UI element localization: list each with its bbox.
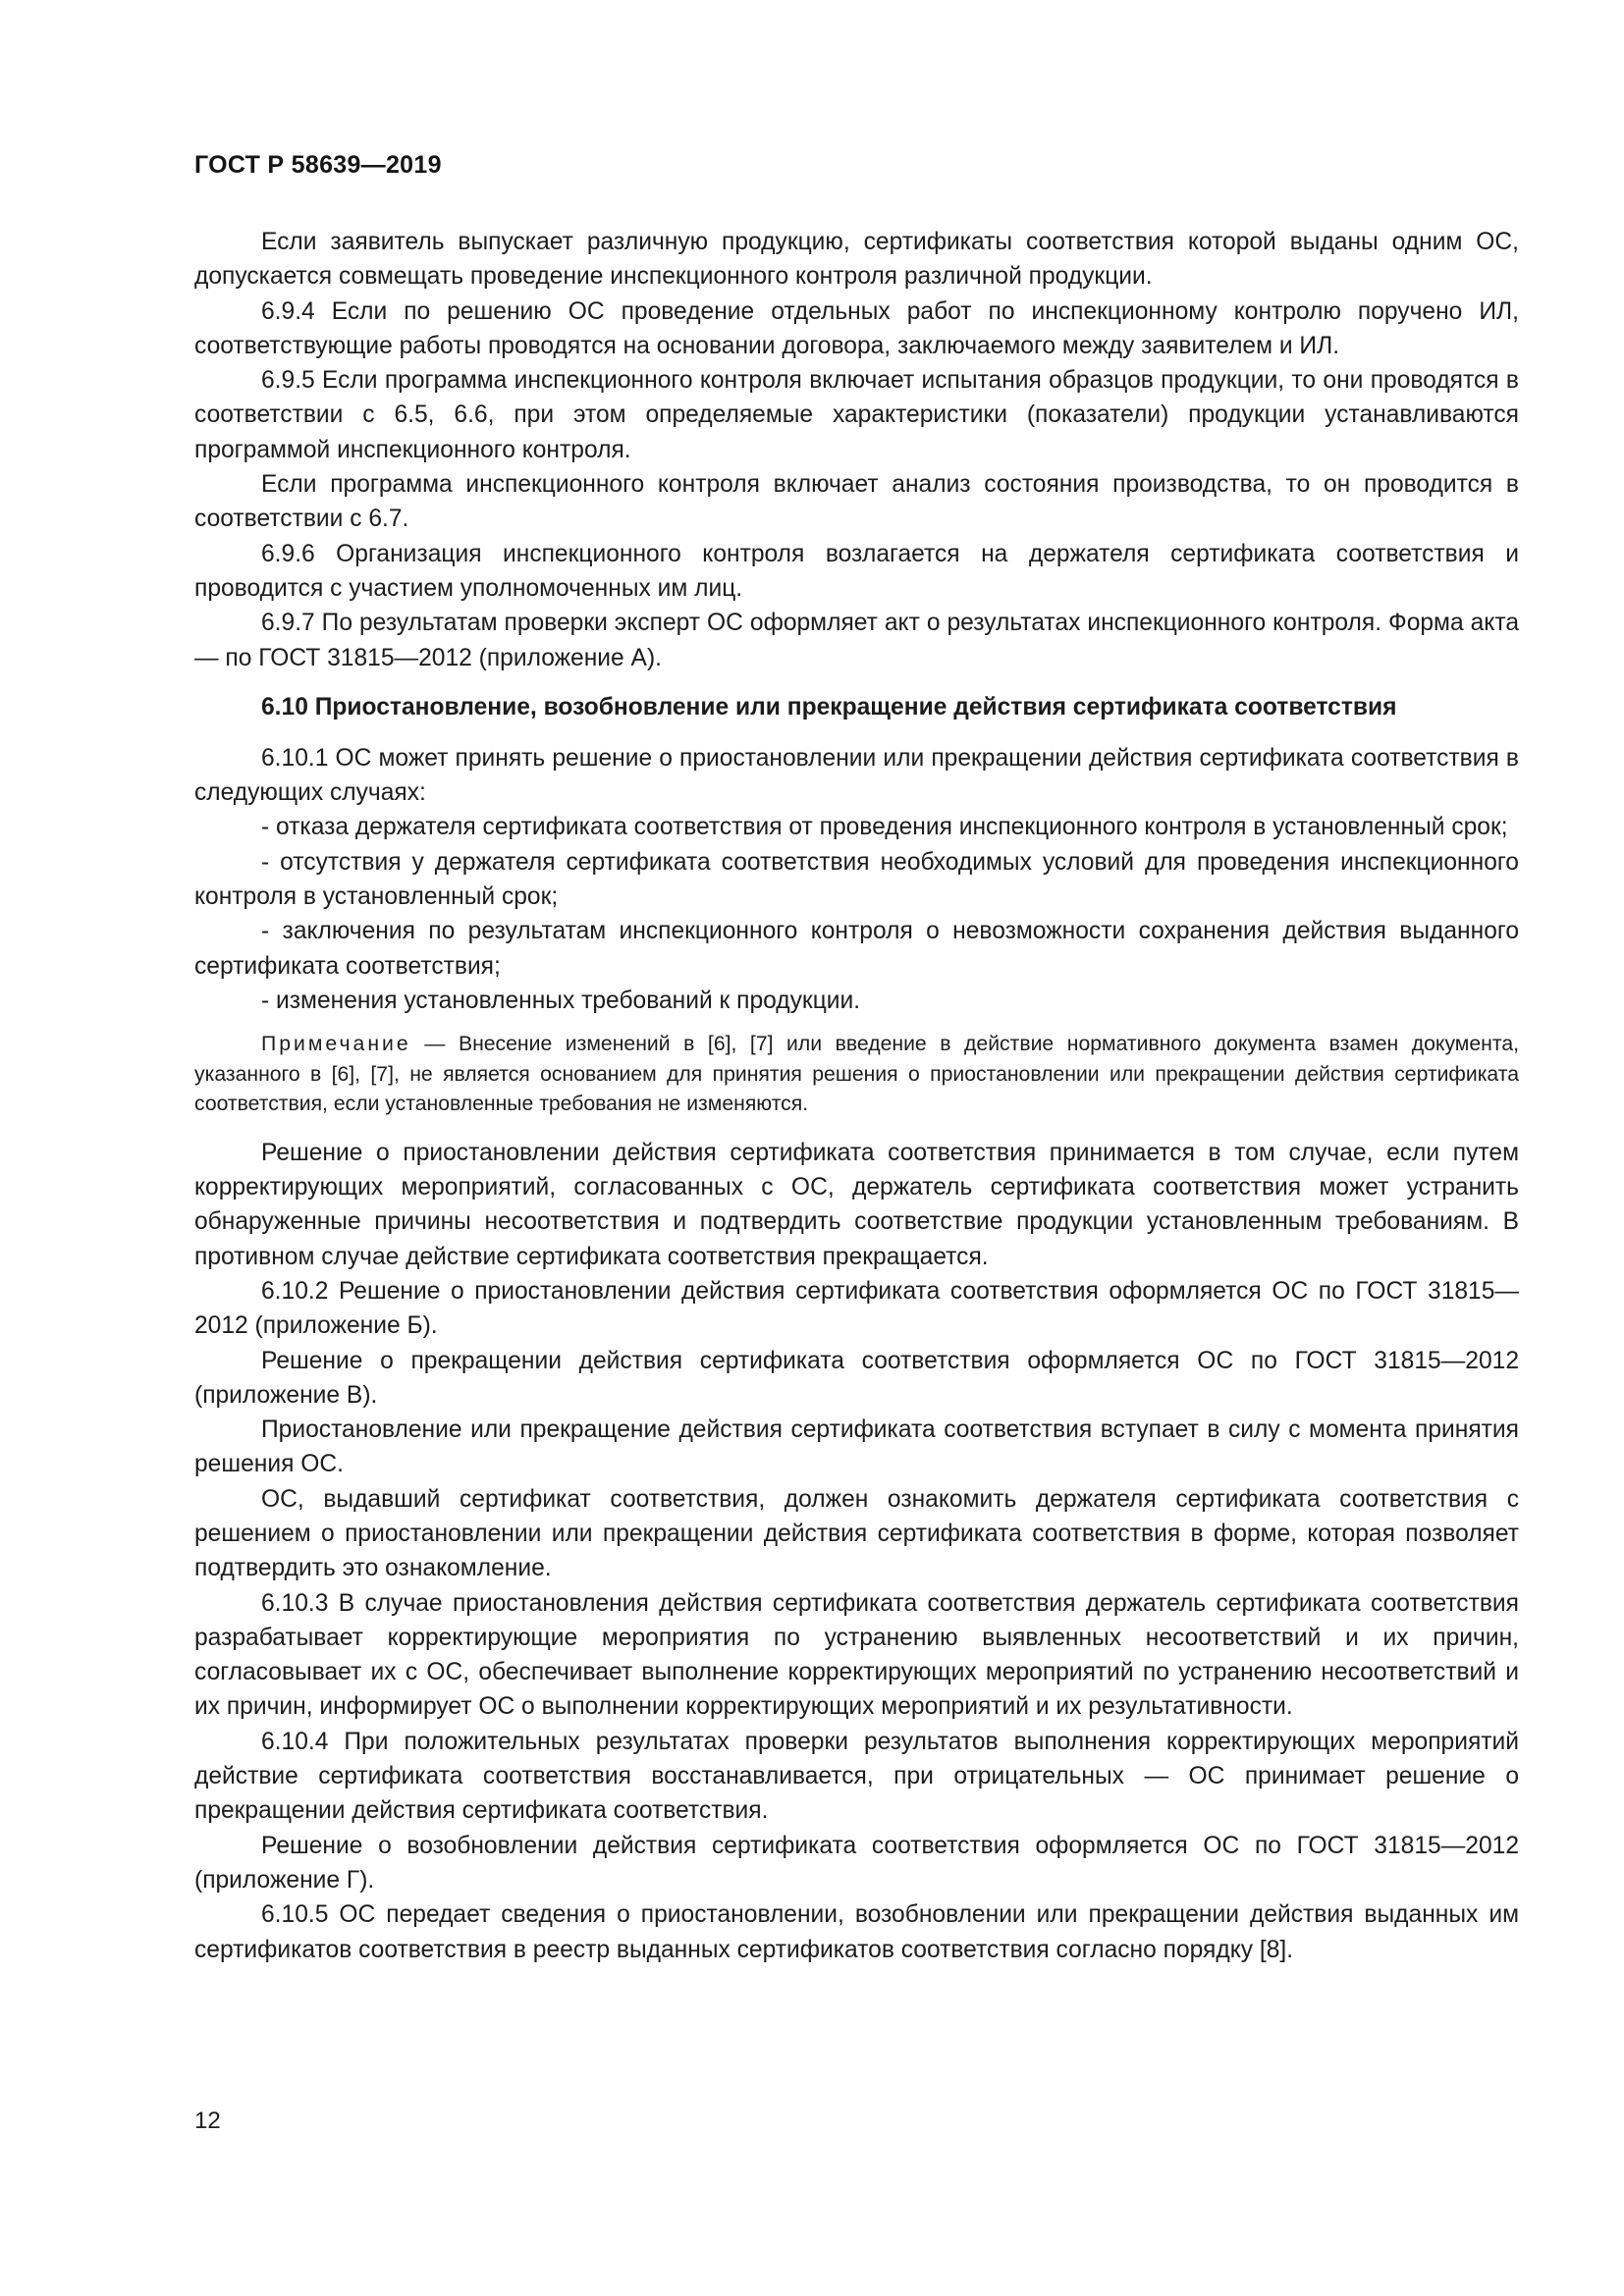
- paragraph-text: Решение о приостановлении действия сертификата соответствия принимается в том случае, если путем корректирующих мероприятий, согласованных с ОС, держатель сертификата соответствия может устранить обнаруженные причины несоответствия и подтвердить соответствие продукции установленным требованиям. В противном случае действие сертификата соответствия прекращается.: [194, 1139, 1519, 1270]
- paragraph-6-9-6: 6.9.6 Организация инспекционного контроля возлагается на держателя сертификата соответствия и проводится с участием уполномоченных им лиц.: [194, 540, 1519, 602]
- paragraph-text: Если заявитель выпускает различную продукцию, сертификаты соответствия которой выданы одним ОС, допускается совмещать проведение инспекционного контроля различной продукции.: [194, 229, 1519, 291]
- list-item: - заключения по результатам инспекционного контроля о невозможности сохранения действия выданного сертификата соответствия;: [194, 918, 1519, 980]
- page-body: [194, 225, 1519, 1967]
- paragraph-6-10-1: 6.10.1 ОС может принять решение о приостановлении или прекращении действия сертификата соответствия в следующих случаях:: [194, 744, 1519, 807]
- paragraph-text: Если программа инспекционного контроля включает анализ состояния производства, то он проводится в соответствии с 6.7.: [194, 471, 1519, 533]
- document-code-header: ГОСТ Р 58639—2019: [194, 151, 442, 179]
- paragraph-6-10-2: 6.10.2 Решение о приостановлении действия сертификата соответствия оформляется ОС по ГОСТ 31815—2012 (приложение Б).: [194, 1277, 1519, 1340]
- section-heading-6-10: 6.10 Приостановление, возобновление или прекращение действия сертификата соответствия: [261, 693, 1397, 721]
- paragraph-6-10-5: 6.10.5 ОС передает сведения о приостановлении, возобновлении или прекращении действия выданных им сертификатов соответствия в реестр выданных сертификатов соответствия согласно порядку [8].: [194, 1901, 1519, 1963]
- paragraph-6-10-4: 6.10.4 При положительных результатах проверки результатов выполнения корректирующих мероприятий действие сертификата соответствия восстанавливается, при отрицательных — ОС принимает решение о прекращении действия сертификата соответствия.: [194, 1728, 1519, 1825]
- paragraph-6-10-3: 6.10.3 В случае приостановления действия сертификата соответствия держатель сертификата соответствия разрабатывает корректирующие мероприятия по устранению выявленных несоответствий и их причин, согласовывает их с ОС, обеспечивает выполнение корректирующих мероприятий по устранению несоответствий и их причин, информирует ОС о выполнении корректирующих мероприятий и их результативности.: [194, 1589, 1519, 1721]
- list-item: - отказа держателя сертификата соответствия от проведения инспекционного контроля в установленный срок;: [261, 814, 1508, 841]
- paragraph-text: ОС, выдавший сертификат соответствия, должен ознакомить держателя сертификата соответствия с решением о приостановлении или прекращении действия сертификата соответствия в форме, которая позволяет подтвердить это ознакомление.: [194, 1485, 1519, 1582]
- list-item: - отсутствия у держателя сертификата соответствия необходимых условий для проведения инспекционного контроля в установленный срок;: [194, 848, 1519, 911]
- note-text: — Внесение изменений в [6], [7] или введение в действие нормативного документа взамен документа, указанного в [6], [7], не является основанием для принятия решения о приостановлении или прекращении действия сертификата соответствия, если установленные требования не изменяются.: [194, 1033, 1519, 1116]
- paragraph-text: Решение о возобновлении действия сертификата соответствия оформляется ОС по ГОСТ 31815—2012 (приложение Г).: [194, 1832, 1519, 1894]
- page-number: 12: [194, 2108, 221, 2134]
- note-label: Примечание: [261, 1033, 411, 1056]
- paragraph-6-9-7: 6.9.7 По результатам проверки эксперт ОС оформляет акт о результатах инспекционного контроля. Форма акта — по ГОСТ 31815—2012 (приложение А).: [194, 610, 1519, 671]
- paragraph-text: Решение о прекращении действия сертификата соответствия оформляется ОС по ГОСТ 31815—2012 (приложение В).: [194, 1347, 1519, 1409]
- paragraph-6-9-5: 6.9.5 Если программа инспекционного контроля включает испытания образцов продукции, то они проводятся в соответствии с 6.5, 6.6, при этом определяемые характеристики (показатели) продукции устанавливаются программой инспекционного контроля.: [194, 367, 1519, 463]
- paragraph-text: Приостановление или прекращение действия сертификата соответствия вступает в силу с момента принятия решения ОС.: [194, 1416, 1519, 1478]
- list-item: - изменения установленных требований к продукции.: [261, 987, 861, 1014]
- paragraph-6-9-4: 6.9.4 Если по решению ОС проведение отдельных работ по инспекционному контролю поручено ИЛ, соответствующие работы проводятся на основании договора, заключаемого между заявителем и ИЛ.: [194, 297, 1519, 359]
- note-block: [194, 1030, 1519, 1120]
